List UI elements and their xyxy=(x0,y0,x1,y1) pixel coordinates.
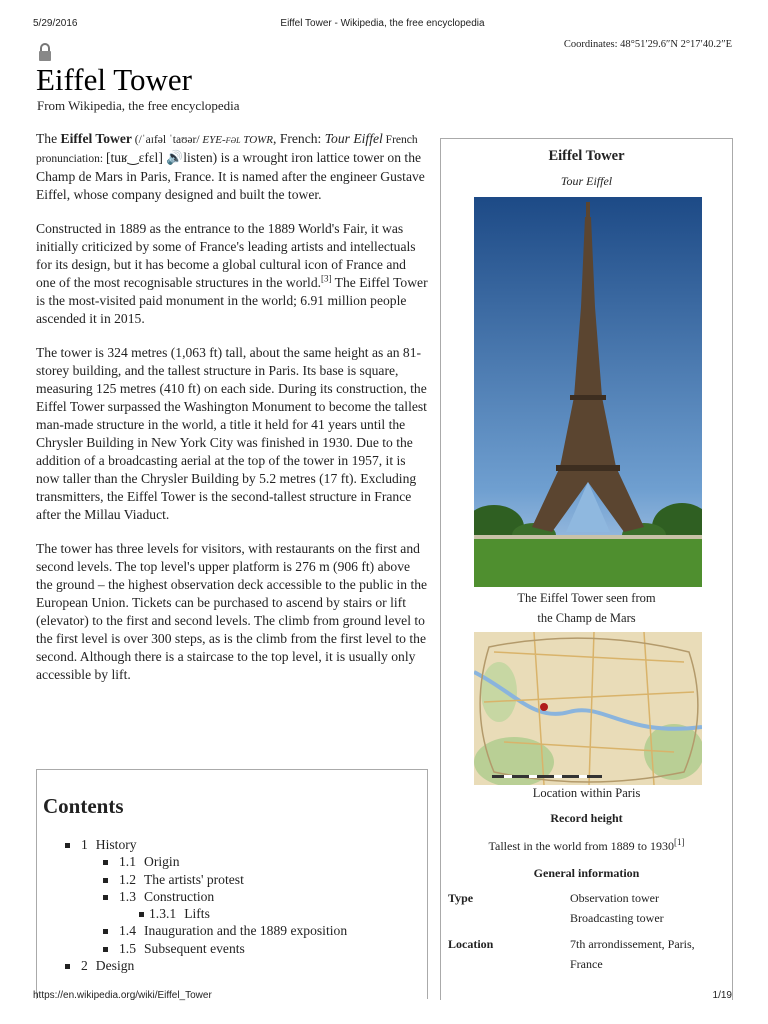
eiffel-tower-photo[interactable] xyxy=(474,197,702,587)
paris-location-map[interactable] xyxy=(474,632,702,785)
french-name: Tour Eiffel xyxy=(324,131,383,146)
infobox-title: Eiffel Tower xyxy=(548,148,625,164)
paragraph-2: Constructed in 1889 as the entrance to the 1889 World's Fair, it was initially criticized by some of France's leading artists and intellectuals for its design, but it has become a global cultural icon of France and one of the most recognisable structures in the world.[3] The Eiffel Tower is the most-visited paid monument in the world; 6.91 million people ascended it in 2015. xyxy=(36,221,428,326)
toc-item-construction[interactable]: 1.3 Construction xyxy=(43,888,421,905)
print-url: https://en.wikipedia.org/wiki/Eiffel_Tower xyxy=(33,990,212,1001)
infobox xyxy=(440,138,733,1000)
print-date: 5/29/2016 xyxy=(33,18,78,29)
table-of-contents xyxy=(36,769,428,999)
infobox-subtitle: Tour Eiffel xyxy=(560,174,613,188)
lock-icon xyxy=(37,42,53,62)
type-value: Observation tower Broadcasting tower xyxy=(570,891,664,925)
listen-link[interactable]: listen xyxy=(183,150,213,165)
toc-item-design[interactable]: 2 Design xyxy=(43,957,421,974)
toc-item-inauguration[interactable]: 1.4 Inauguration and the 1889 exposition xyxy=(43,922,421,939)
tagline: From Wikipedia, the free encyclopedia xyxy=(37,98,240,113)
page-title: Eiffel Tower xyxy=(36,62,192,97)
article-body xyxy=(36,130,428,700)
ref-1[interactable]: [1] xyxy=(673,837,685,847)
toc-item-subsequent-events[interactable]: 1.5 Subsequent events xyxy=(43,940,421,957)
paragraph-4: The tower has three levels for visitors, with restaurants on the first and second levels. The top level's upper platform is 276 m (906 ft) above the ground – the highest observation deck accessible to the public in the European Union. Tickets can be purchased to ascend by stairs or lift (elevator) to the first and second levels. The climb from ground level to the first level is over 300 steps, as is the climb from the first level to the second. Although there is a staircase to the top level, it is usually only accessible by lift. xyxy=(36,541,428,682)
toc-item-origin[interactable]: 1.1 Origin xyxy=(43,853,421,870)
toc-item-history[interactable]: 1 History xyxy=(43,836,421,853)
ref-3[interactable]: [3] xyxy=(321,273,332,284)
map-caption: Location within Paris xyxy=(532,786,641,800)
coordinates[interactable]: Coordinates: 48°51′29.6″N 2°17′40.2″E xyxy=(563,39,732,50)
location-label: Location xyxy=(448,937,494,951)
toc-title: Contents xyxy=(43,794,124,818)
toc-item-lifts[interactable]: 1.3.1 Lifts xyxy=(43,905,421,922)
speaker-icon[interactable]: 🔊 xyxy=(166,150,184,165)
type-label: Type xyxy=(448,891,474,905)
photo-caption: The Eiffel Tower seen from the Champ de Mars xyxy=(517,591,656,625)
record-height-header: Record height xyxy=(550,811,623,825)
tallest-text: Tallest in the world from 1889 to 1930[1] xyxy=(488,837,685,853)
toc-item-artists-protest[interactable]: 1.2 The artists' protest xyxy=(43,871,421,888)
respelling[interactable]: EYE-fəl TOWR xyxy=(202,134,274,146)
lead-paragraph: The Eiffel Tower (/ˈaɪfəl ˈtaʊər/ EYE-fəl TOWR, French: Tour Eiffel French pronunciation: [tuʁ‿ɛfɛl] 🔊listen) is a wrought iron lattice tower on the Champ de Mars in Paris, France. It is named after the engineer Gustave Eiffel, whose company designed and built the tower. xyxy=(36,131,425,202)
print-page-number: 1/19 xyxy=(712,990,732,1001)
print-footer xyxy=(33,990,732,1004)
print-page-title: Eiffel Tower - Wikipedia, the free encyclopedia xyxy=(280,18,485,29)
article-subject: Eiffel Tower xyxy=(60,131,132,146)
toc-list xyxy=(43,836,421,974)
general-information-header: General information xyxy=(533,866,640,880)
pronunciation-link[interactable]: [tuʁ‿ɛfɛl] xyxy=(105,150,163,165)
paragraph-3: The tower is 324 metres (1,063 ft) tall, about the same height as an 81-storey building, and the tallest structure in Paris. Its base is square, measuring 125 metres (410 ft) on each side. During its construction, the Eiffel Tower surpassed the Washington Monument to become the tallest man-made structure in the world, a title it held for 41 years until the Chrysler Building in New York City was finished in 1930. Due to the addition of a broadcasting aerial at the top of the tower in 1957, it is now taller than the Chrysler Building by 5.2 metres (17 ft). Excluding transmitters, the Eiffel Tower is the second-tallest structure in France after the Millau Viaduct. xyxy=(36,345,427,522)
print-header xyxy=(33,18,732,32)
ipa-link[interactable]: (/ˈaɪfəl ˈtaʊər/ xyxy=(131,134,203,146)
location-value: 7th arrondissement, Paris, France xyxy=(570,937,695,971)
